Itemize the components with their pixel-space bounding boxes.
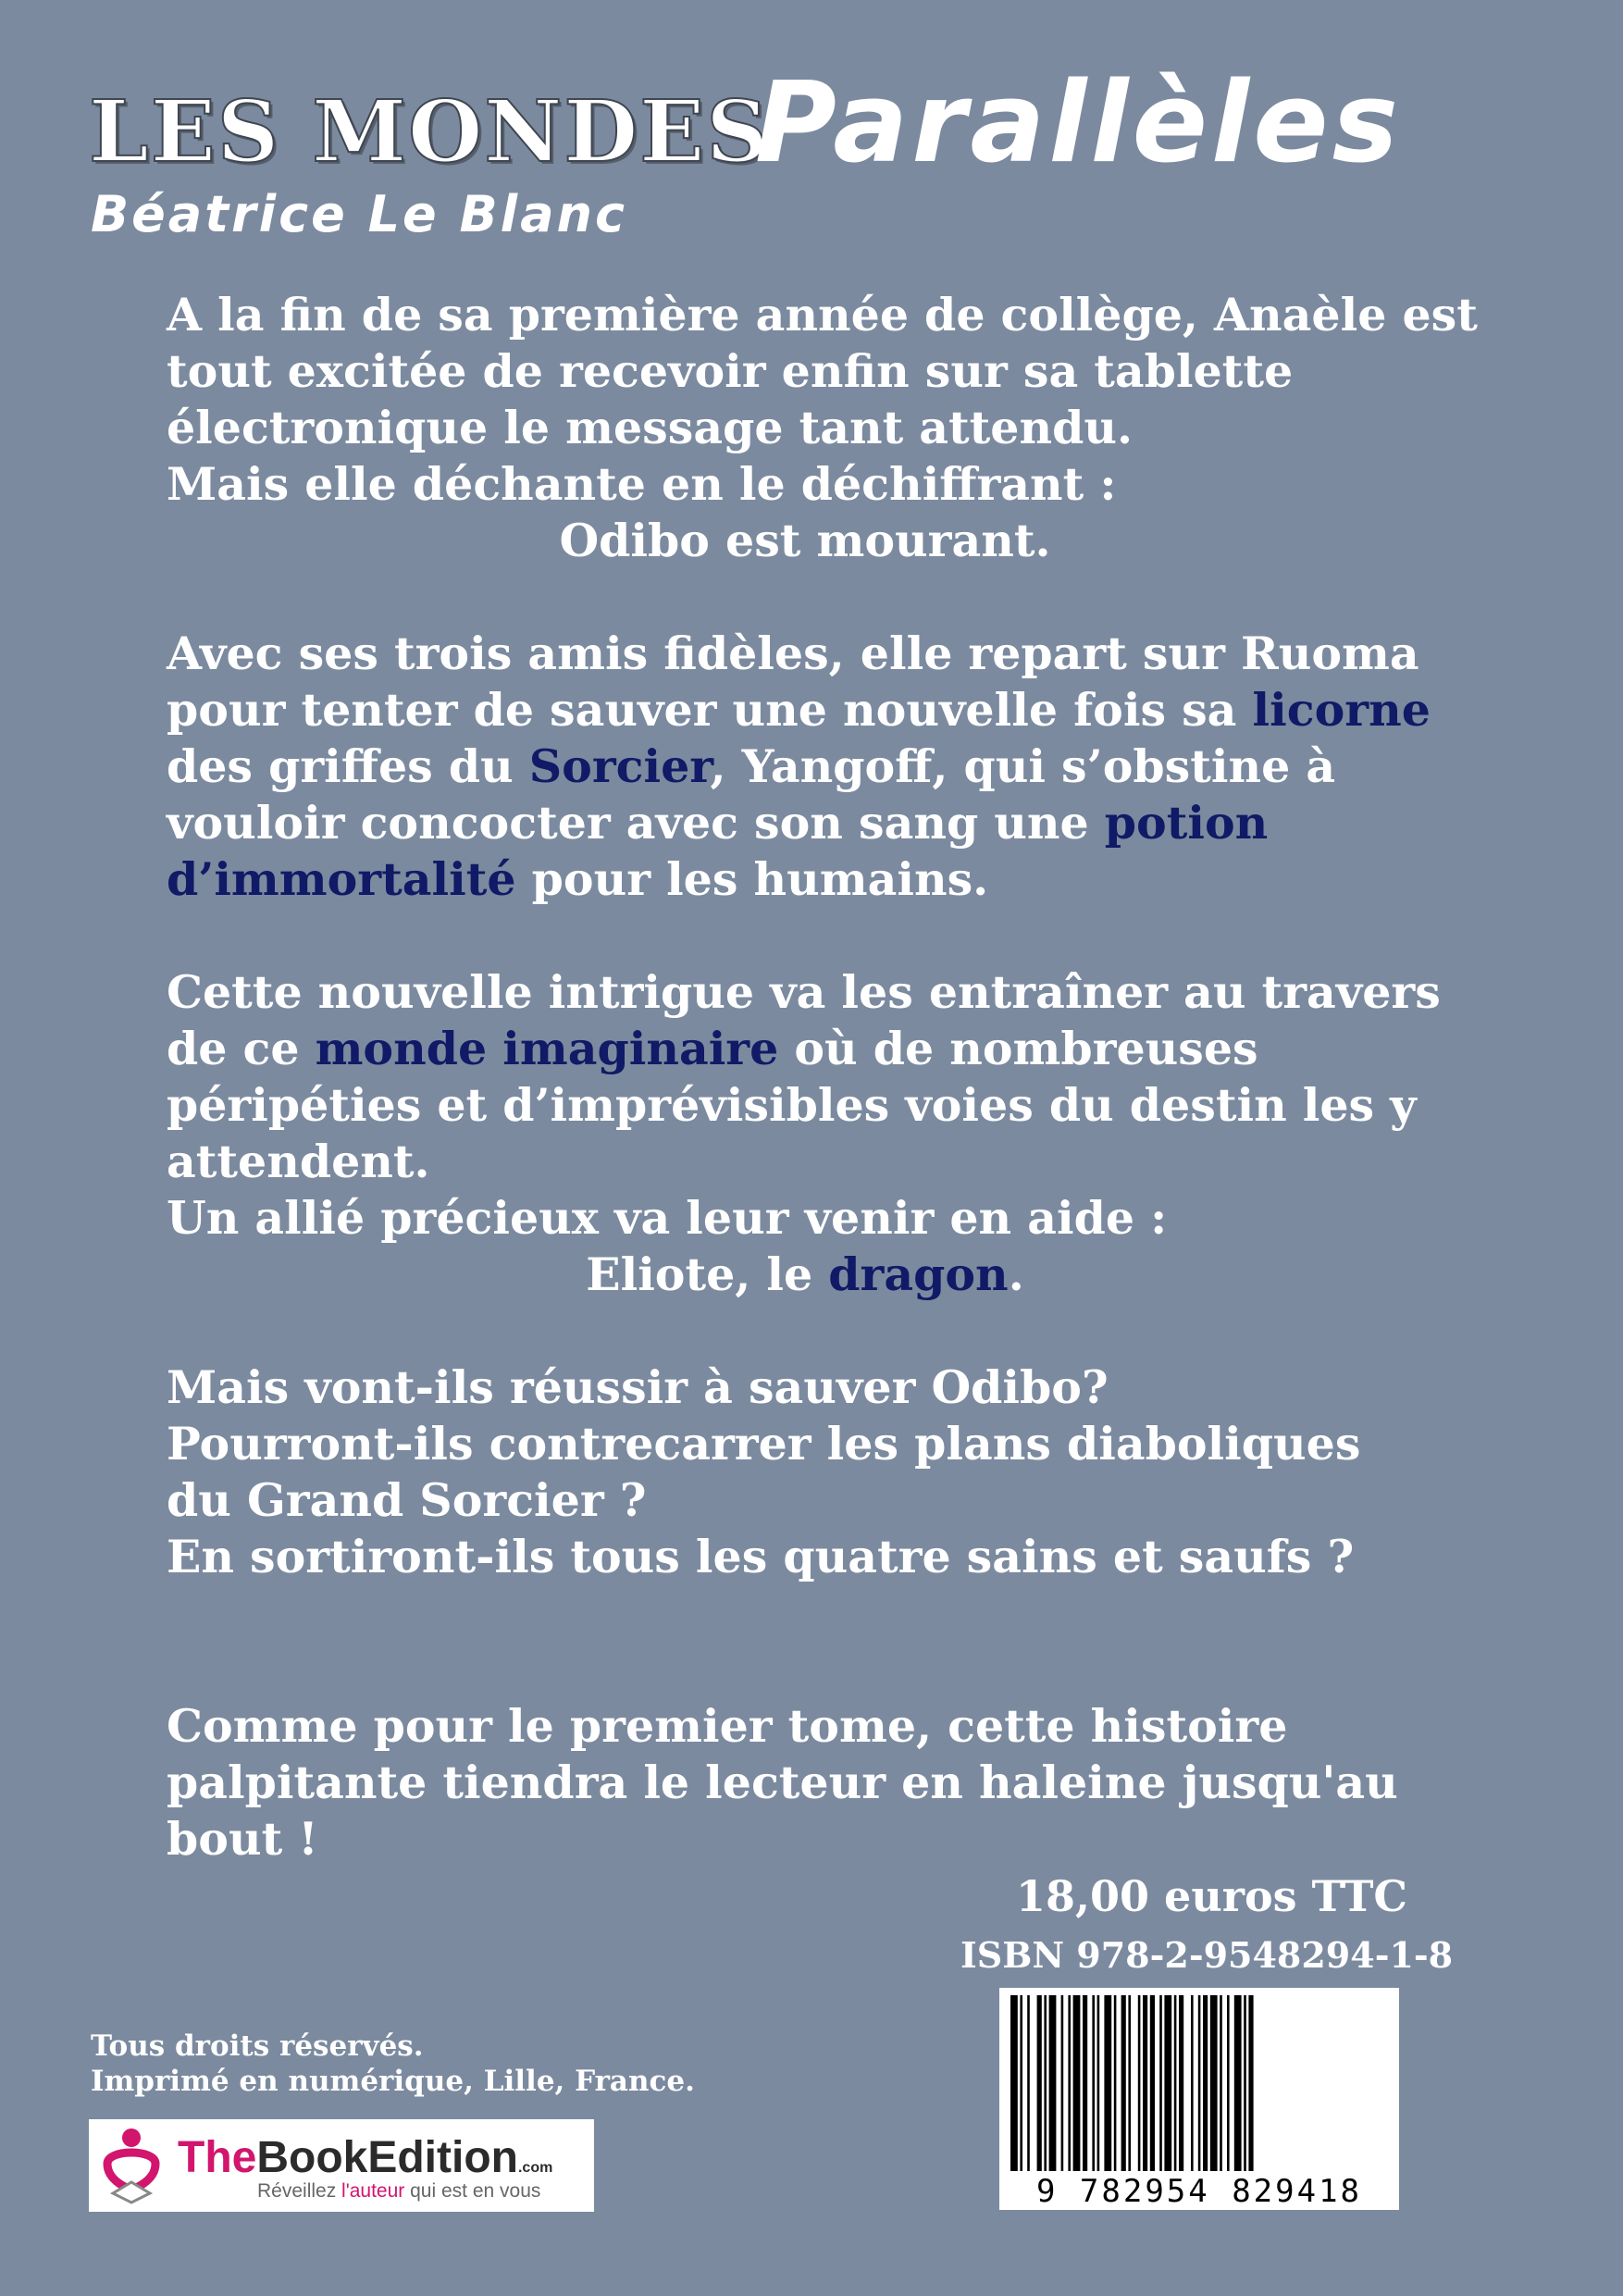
title-italic: Parallèles: [755, 59, 1403, 188]
highlight-word: d’immortalité: [167, 852, 516, 906]
publisher-tagline: [257, 2180, 540, 2203]
text-line: Cette nouvelle intrigue va les entraîner au travers: [167, 965, 1441, 1019]
text-span: , Yangoff, qui s’obstine à: [710, 739, 1336, 793]
highlight-word: Sorcier: [528, 739, 711, 793]
text-line: Un allié précieux va leur venir en aide :: [167, 1191, 1168, 1245]
highlight-word: monde imaginaire: [315, 1022, 779, 1075]
synopsis-paragraph-2: [167, 626, 1481, 908]
price: 18,00 euros TTC: [1016, 1871, 1408, 1921]
text-line: En sortiront-ils tous les quatre sains et saufs ?: [167, 1530, 1355, 1583]
text-line: Mais elle déchante en le déchiffrant :: [167, 457, 1117, 511]
barcode-bar: [1114, 1995, 1117, 2171]
barcode-bar: [1049, 1995, 1057, 2171]
text-span: des griffes du: [167, 739, 529, 793]
barcode-bar: [1174, 1995, 1177, 2171]
barcode-digits: 9 782954 829418: [1005, 2173, 1394, 2210]
rights-notice: [91, 2029, 695, 2099]
reader-icon: [94, 2125, 168, 2206]
title: [89, 56, 1569, 188]
isbn: ISBN 978-2-9548294-1-8: [960, 1934, 1454, 1976]
barcode-bar: [1191, 1995, 1194, 2171]
barcode-bar: [1068, 1995, 1071, 2171]
barcode-bar: [1010, 1995, 1018, 2171]
text-line: électronique le message tant attendu.: [167, 401, 1134, 454]
text-line: [167, 851, 1481, 908]
publisher-name-part: BookEdition: [256, 2133, 518, 2182]
author-name: Béatrice Le Blanc: [91, 185, 628, 243]
synopsis-paragraph-4: [167, 1359, 1481, 1585]
text-line: [167, 1021, 1481, 1077]
barcode-bar: [1210, 1995, 1218, 2171]
barcode-bar: [1020, 1995, 1022, 2171]
text-span: pour tenter de sauver une nouvelle fois sa: [167, 683, 1253, 737]
barcode-bar: [1083, 1995, 1087, 2171]
publisher-name: [178, 2132, 552, 2183]
text-span: .: [1008, 1247, 1024, 1301]
text-line: tout excitée de recevoir enfin sur sa tablette: [167, 344, 1294, 398]
text-span: où de nombreuses: [778, 1022, 1258, 1075]
barcode-bar: [1198, 1995, 1201, 2171]
barcode-bar: [1203, 1995, 1208, 2171]
text-span: vouloir concocter avec son sang une: [167, 796, 1105, 850]
rights-line: Tous droits réservés.: [91, 2029, 424, 2063]
tagline-part: Réveillez: [257, 2180, 342, 2202]
text-line: [167, 738, 1481, 795]
barcode-bar: [1073, 1995, 1081, 2171]
highlight-word: dragon: [828, 1247, 1009, 1301]
text-line: Pourront-ils contrecarrer les plans diaboliques: [167, 1417, 1361, 1471]
barcode-bar: [1179, 1995, 1183, 2171]
text-span: pour les humains.: [515, 852, 989, 906]
title-main: LES MONDES: [89, 81, 770, 181]
barcode-bar: [1138, 1995, 1141, 2171]
synopsis-paragraph-3: [167, 964, 1481, 1303]
barcode-bar: [1220, 1995, 1222, 2171]
publisher-logo: [89, 2119, 594, 2212]
publisher-name-suffix: .com: [517, 2160, 553, 2176]
text-span: Eliote, le: [586, 1247, 829, 1301]
barcode-bar: [1227, 1995, 1230, 2171]
barcode-bar: [1097, 1995, 1100, 2171]
barcode-bar: [1159, 1995, 1162, 2171]
text-line: [167, 795, 1481, 851]
text-line: Avec ses trois amis fidèles, elle repart sur Ruoma: [167, 627, 1419, 680]
text-line-centered: Odibo est mourant.: [559, 514, 1051, 567]
text-line: A la fin de sa première année de collège, Anaèle est: [167, 288, 1478, 341]
tagline-accent: l'auteur: [341, 2180, 405, 2202]
barcode-bar: [1248, 1995, 1253, 2171]
highlight-word: licorne: [1252, 683, 1431, 737]
rights-line: Imprimé en numérique, Lille, France.: [91, 2065, 695, 2098]
barcode-bar: [1128, 1995, 1131, 2171]
barcode-bar: [1037, 1995, 1042, 2171]
tagline-part: qui est en vous: [404, 2180, 541, 2202]
text-line: Comme pour le premier tome, cette histoire: [167, 1699, 1288, 1753]
text-span: de ce: [167, 1022, 316, 1075]
barcode-bar: [1121, 1995, 1126, 2171]
highlight-word: potion: [1104, 796, 1269, 850]
text-line: du Grand Sorcier ?: [167, 1473, 647, 1527]
barcode-bar: [1150, 1995, 1155, 2171]
synopsis: [167, 287, 1481, 1868]
barcode-bar: [1104, 1995, 1111, 2171]
barcode-bar: [1164, 1995, 1171, 2171]
text-line: Mais vont-ils réussir à sauver Odibo?: [167, 1360, 1109, 1414]
barcode-bar: [1092, 1995, 1095, 2171]
text-line: [167, 682, 1481, 738]
barcode-bar: [1234, 1995, 1242, 2171]
text-line-centered: [167, 1247, 1443, 1303]
barcode: [999, 1988, 1399, 2210]
synopsis-paragraph-1: [167, 287, 1481, 569]
barcode-bar: [1027, 1995, 1030, 2171]
barcode-bar: [1061, 1995, 1064, 2171]
barcode-bar: [1044, 1995, 1047, 2171]
publisher-name-part: The: [178, 2133, 257, 2182]
text-line: péripéties et d’imprévisibles voies du destin les y: [167, 1078, 1417, 1132]
barcode-bar: [1244, 1995, 1246, 2171]
text-line: palpitante tiendra le lecteur en haleine jusqu'au: [167, 1756, 1398, 1809]
barcode-bar: [1143, 1995, 1147, 2171]
synopsis-paragraph-5: [167, 1698, 1481, 1868]
text-line: bout !: [167, 1812, 318, 1866]
text-line: attendent.: [167, 1135, 430, 1188]
